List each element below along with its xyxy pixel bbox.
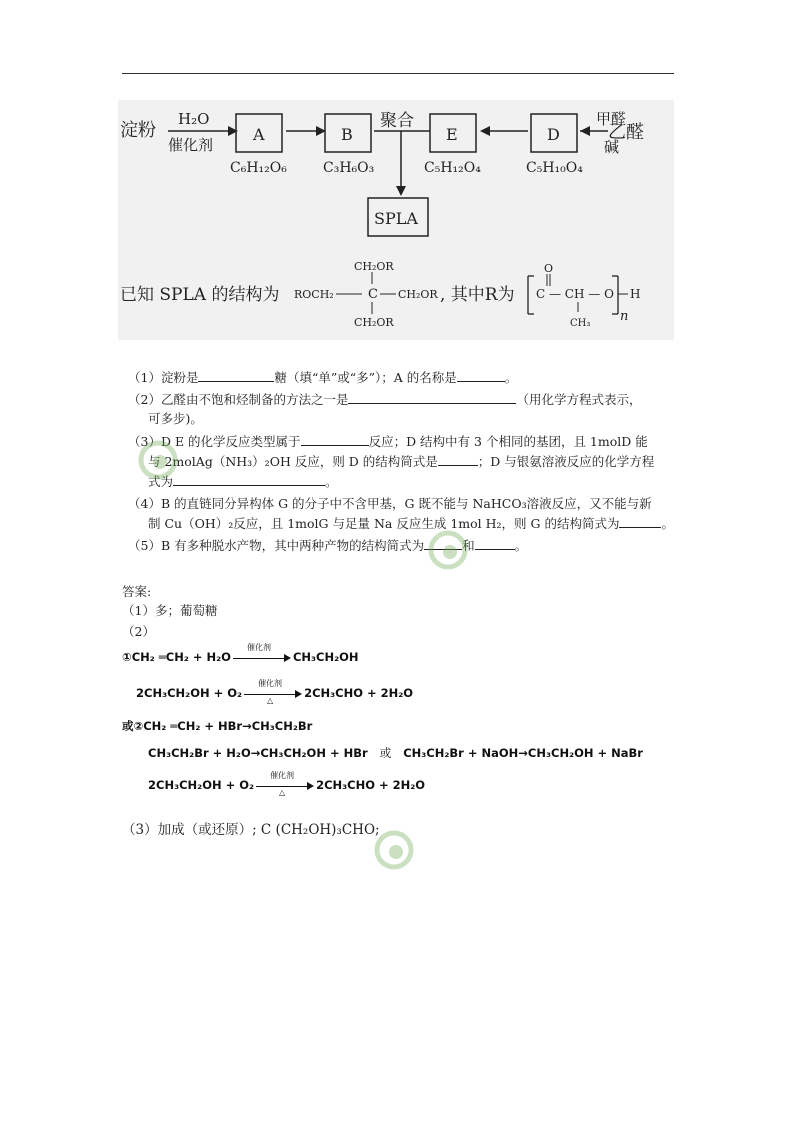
carbonyl-oxygen: O: [544, 262, 554, 275]
question-2: （2）乙醛由不饱和烃制备的方法之一是 （用化学方程式表示，: [128, 392, 642, 407]
catalyst-heat-arrow: 催化剂 △: [244, 687, 302, 701]
blank-4[interactable]: [619, 515, 661, 528]
ch2or-bottom: CH₂OR: [354, 316, 394, 329]
question-3: （3）D E 的化学反应类型属于 反应；D 结构中有 3 个相同的基团，且 1molD 能: [128, 434, 648, 449]
box-e-label: E: [446, 125, 458, 144]
reaction-scheme: [118, 100, 674, 340]
box-b-label: B: [341, 125, 353, 144]
answer-1: （1）多；葡萄糖: [122, 603, 218, 618]
formula-e: C₅H₁₂O₄: [424, 160, 481, 176]
blank-3c[interactable]: [173, 473, 325, 486]
reagent-catalyst: 催化剂: [168, 136, 214, 154]
n-subscript: n: [620, 309, 629, 324]
watermark-logo: [428, 530, 468, 574]
blank-1b[interactable]: [457, 369, 505, 382]
reagent-formaldehyde: 甲醛: [596, 110, 627, 128]
blank-2[interactable]: [348, 391, 516, 404]
answer-3: （3）加成（或还原）; C (CH₂OH)₃CHO;: [122, 822, 380, 838]
question-3-cont: 与 2molAg（NH₃）₂OH 反应，则 D 的结构简式是 ；D 与银氨溶液反应的化学方程: [148, 454, 655, 469]
blank-3a[interactable]: [301, 433, 369, 446]
box-a-label: A: [253, 125, 265, 144]
reagent-base: 碱: [604, 138, 620, 156]
methyl-group: CH₃: [570, 318, 591, 329]
acetaldehyde-label: 乙醛: [608, 122, 644, 143]
ch2or-right: CH₂OR: [398, 288, 438, 301]
roch2-group: ROCH₂: [294, 288, 334, 301]
question-3-cont2: 式为 。: [148, 474, 338, 489]
formula-d: C₅H₁₀O₄: [526, 160, 583, 176]
answers-heading: 答案:: [122, 584, 152, 599]
watermark-logo: [138, 440, 178, 484]
repeat-unit: C — CH — O: [536, 287, 614, 301]
question-2-cont: 可多步)。: [148, 411, 203, 426]
box-spla-label: SPLA: [374, 209, 418, 228]
svg-text:C: C: [368, 287, 378, 302]
equation-5: 2CH₃CH₂OH + O₂ 催化剂 △ 2CH₃CHO + 2H₂O: [148, 770, 426, 797]
question-4: （4）B 的直链同分异构体 G 的分子中不含甲基，G 既不能与 NaHCO₃溶液反应，又不能与新: [128, 496, 652, 511]
blank-5b[interactable]: [475, 537, 515, 550]
formula-a: C₆H₁₂O₆: [230, 160, 287, 176]
catalyst-arrow: 催化剂: [233, 651, 291, 665]
blank-1a[interactable]: [198, 369, 274, 382]
equation-2: 2CH₃CH₂OH + O₂ 催化剂 △ 2CH₃CHO + 2H₂O: [136, 678, 414, 705]
answer-2-label: （2）: [122, 624, 155, 639]
equation-3: 或②CH₂ ═CH₂ + HBr→CH₃CH₂Br: [122, 719, 313, 733]
catalyst-heat-arrow-2: 催化剂 △: [256, 779, 314, 793]
equation-1: ①CH₂ ═CH₂ + H₂O 催化剂 CH₃CH₂OH: [122, 642, 359, 664]
formula-b: C₃H₆O₃: [323, 160, 375, 176]
box-d-label: D: [547, 125, 560, 144]
reagent-water: H₂O: [178, 110, 210, 128]
where-r-text: , 其中R为: [440, 285, 515, 305]
ch2or-top: CH₂OR: [354, 260, 394, 273]
polymerize-label: 聚合: [380, 111, 414, 131]
known-statement: 已知 SPLA 的结构为: [120, 285, 280, 305]
blank-3b[interactable]: [438, 453, 478, 466]
equation-4: CH₃CH₂Br + H₂O→CH₃CH₂OH + HBr 或 CH₃CH₂Br + NaOH→CH₃CH₂OH + NaBr: [148, 746, 643, 760]
question-1: （1）淀粉是 糖（填“单”或“多”）；A 的名称是 。: [128, 370, 518, 385]
h-end: H: [630, 287, 641, 301]
question-4-cont: 制 Cu（OH）₂反应，且 1molG 与足量 Na 反应生成 1mol H₂，则 G 的结构简式为 。: [148, 516, 674, 531]
starch-label: 淀粉: [120, 120, 156, 141]
watermark-logo: [374, 830, 414, 874]
top-rule: [122, 73, 674, 74]
question-5: （5）B 有多种脱水产物，其中两种产物的结构简式为 和 。: [128, 538, 528, 553]
